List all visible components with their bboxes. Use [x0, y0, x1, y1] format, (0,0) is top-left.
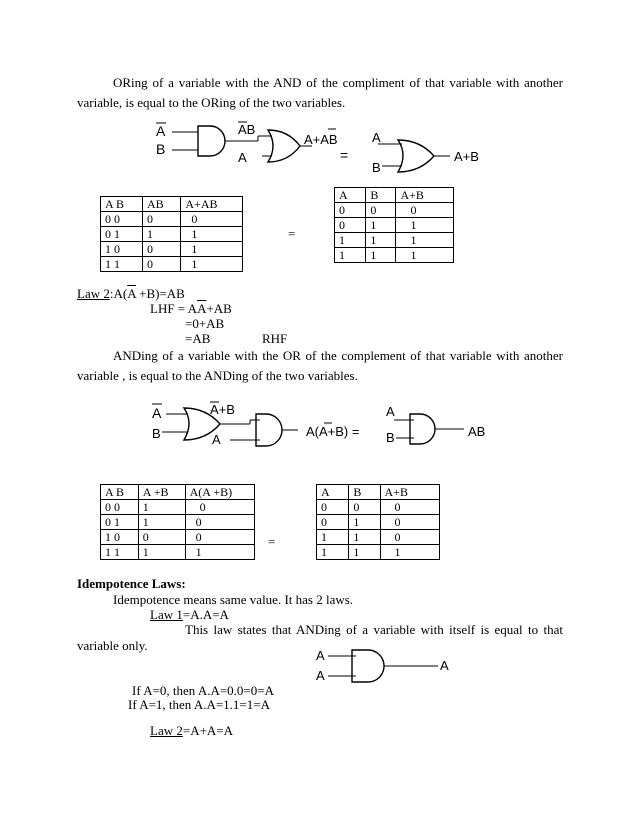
and-text: ANDing of a variable with the OR of the complement of that variable with another variable , is equal to the ANDing of the two variables. — [77, 348, 563, 383]
and-paragraph — [77, 346, 563, 386]
table-row — [317, 530, 440, 545]
table-cell: 1 — [349, 515, 380, 530]
table-cell: 1 — [317, 530, 349, 545]
law2-text-b: +B)=AB — [135, 286, 185, 301]
table-row — [101, 227, 243, 242]
table-cell: 1 — [181, 242, 243, 257]
table-row — [101, 500, 255, 515]
table-row — [317, 485, 440, 500]
table-cell: 1 — [138, 515, 185, 530]
diag1-input-b: B — [156, 141, 166, 157]
diag2-or-out: A+B — [210, 402, 235, 417]
and-gate-right-2 — [410, 414, 435, 444]
table-cell: 0 — [380, 515, 439, 530]
diag2-right-b: B — [386, 430, 395, 445]
diag2-and-out: A(A+B) = — [306, 424, 360, 439]
idem-and-gate — [352, 650, 384, 682]
table2-equals: = — [268, 534, 276, 549]
table-cell: 1 — [138, 545, 185, 560]
table-cell: 1 — [181, 227, 243, 242]
table-row — [335, 188, 454, 203]
intro-text: ORing of a variable with the AND of the compliment of that variable with another variable, is equal to the ORing of the two variables. — [77, 75, 563, 110]
table-cell: 1 — [396, 218, 454, 233]
table1-equals: = — [288, 226, 296, 241]
idem-law1-text: =A.A=A — [182, 607, 229, 622]
diag2-input-b: B — [152, 426, 161, 441]
idempotence-desc: Idempotence means same value. It has 2 laws. — [113, 592, 354, 607]
table-header: A B — [101, 485, 139, 500]
diag1-and-out: AB — [238, 122, 256, 137]
table-cell: 1 1 — [101, 257, 143, 272]
table-header: $A+\overline{A}B$ — [181, 197, 243, 212]
table-cell: 0 1 — [101, 227, 143, 242]
table-cell: 1 0 — [101, 242, 143, 257]
diag1-right-a: A — [372, 130, 381, 145]
table-header: $\overline{A} +B$ — [138, 485, 185, 500]
law2-heading — [77, 286, 185, 302]
table-header: B — [366, 188, 396, 203]
table-row — [101, 515, 255, 530]
table-cell: 1 — [335, 233, 366, 248]
diag1-input-a: A — [156, 123, 166, 139]
diag2-input-a: A — [152, 405, 162, 421]
idem-law2-label: Law 2 — [150, 723, 183, 738]
table-cell: 1 1 — [101, 545, 139, 560]
table-row — [317, 545, 440, 560]
table-row — [317, 515, 440, 530]
truth-table-2-left — [100, 484, 255, 560]
table-row — [101, 485, 255, 500]
table-row — [101, 545, 255, 560]
table-cell: 1 — [366, 218, 396, 233]
diag1-or-out: A+AB — [304, 132, 338, 147]
law2-label: Law 2 — [77, 286, 110, 301]
table-cell: 0 — [185, 530, 254, 545]
table-header: A — [317, 485, 349, 500]
idem-gate-out: A — [440, 658, 449, 673]
table-cell: 0 — [142, 242, 180, 257]
diag1-right-out: A+B — [454, 149, 479, 164]
table-cell: 0 — [142, 257, 180, 272]
table-row — [101, 197, 243, 212]
truth-table-1-right — [334, 187, 454, 263]
table-cell: 0 — [185, 515, 254, 530]
table-row — [101, 257, 243, 272]
table-cell: 1 — [335, 248, 366, 263]
table-cell: 0 — [380, 500, 439, 515]
or-gate-1 — [268, 130, 300, 162]
diag2-right-a: A — [386, 404, 395, 419]
truth-table-1-left — [100, 196, 243, 272]
table-cell: 0 0 — [101, 500, 139, 515]
diag1-equals: = — [340, 147, 349, 163]
table-cell: 1 — [142, 227, 180, 242]
table-header: $A(\overline{A} +B)$ — [185, 485, 254, 500]
table-cell: 0 — [349, 500, 380, 515]
lhf-pre: LHF = A — [150, 301, 198, 316]
idempotence-heading: Idempotence Laws: — [77, 576, 186, 591]
table-cell: 0 — [396, 203, 454, 218]
idem-example-2: If A=1, then A.A=1.1=1=A — [128, 697, 270, 712]
diag2-right-out: AB — [468, 424, 486, 439]
law2-step3: =AB — [185, 331, 211, 346]
table-cell: 1 — [317, 545, 349, 560]
table-header: A+B — [396, 188, 454, 203]
idem-law2 — [150, 723, 233, 739]
idem-law1-label: Law 1 — [150, 607, 183, 622]
law2-rhf: RHF — [262, 331, 288, 346]
diag1-right-b: B — [372, 160, 381, 175]
law2-text-a: :A( — [109, 286, 128, 301]
idem-law2-text: =A+A=A — [182, 723, 234, 738]
idem-law1 — [150, 607, 229, 623]
table-header: B — [349, 485, 380, 500]
truth-table-2-right — [316, 484, 440, 560]
idem-law1-desc-cont: variable only. — [77, 638, 148, 653]
idem-gate-in1: A — [316, 648, 325, 663]
diagram-or-law — [150, 120, 490, 180]
table-cell: 0 — [366, 203, 396, 218]
table-row — [335, 248, 454, 263]
table-cell: 1 — [349, 530, 380, 545]
intro-paragraph — [77, 73, 563, 113]
table-header: A B — [101, 197, 143, 212]
table-cell: 1 — [366, 233, 396, 248]
idem-example-1: If A=0, then A.A=0.0=0=A — [132, 683, 274, 698]
law2-step2: =0+AB — [185, 316, 225, 331]
and-gate-1 — [198, 126, 225, 156]
table-cell: 0 — [185, 500, 254, 515]
law2-lhf — [150, 301, 232, 317]
table-cell: 0 — [380, 530, 439, 545]
table-row — [335, 233, 454, 248]
diag1-or-in2: A — [238, 150, 247, 165]
table-row — [101, 212, 243, 227]
table-cell: 0 — [138, 530, 185, 545]
table-cell: 1 — [138, 500, 185, 515]
law2-abar: $\overline{A}$ — [127, 286, 136, 301]
diag2-and-in2: A — [212, 432, 221, 447]
table-cell: 0 1 — [101, 515, 139, 530]
table-row — [335, 203, 454, 218]
table-cell: 1 — [396, 248, 454, 263]
lhf-abar: $\overline{A}$ — [197, 301, 207, 316]
table-header: A — [335, 188, 366, 203]
table-cell: 1 — [185, 545, 254, 560]
table-cell: 0 — [335, 203, 366, 218]
table-header: AB — [142, 197, 180, 212]
and-gate-2 — [256, 414, 282, 446]
idem-law1-desc: This law states that ANDing of a variable with itself is equal to that — [185, 622, 563, 637]
diagram-and-law — [148, 400, 498, 460]
table-row — [101, 242, 243, 257]
table-row — [335, 218, 454, 233]
table-row — [317, 500, 440, 515]
table-cell: 0 — [317, 500, 349, 515]
table-cell: 0 — [181, 212, 243, 227]
table-row — [101, 530, 255, 545]
table-cell: 1 — [380, 545, 439, 560]
and-gate-idempotence — [312, 646, 462, 686]
or-gate-right-1 — [398, 140, 434, 172]
table-cell: 0 — [317, 515, 349, 530]
table-cell: 0 0 — [101, 212, 143, 227]
table-cell: 1 — [366, 248, 396, 263]
table-header: A+B — [380, 485, 439, 500]
table-cell: 1 — [181, 257, 243, 272]
table-cell: 1 0 — [101, 530, 139, 545]
table-cell: 0 — [335, 218, 366, 233]
table-cell: 1 — [396, 233, 454, 248]
table-cell: 1 — [349, 545, 380, 560]
idem-gate-in2: A — [316, 668, 325, 683]
lhf-post: +AB — [206, 301, 232, 316]
table-cell: 0 — [142, 212, 180, 227]
